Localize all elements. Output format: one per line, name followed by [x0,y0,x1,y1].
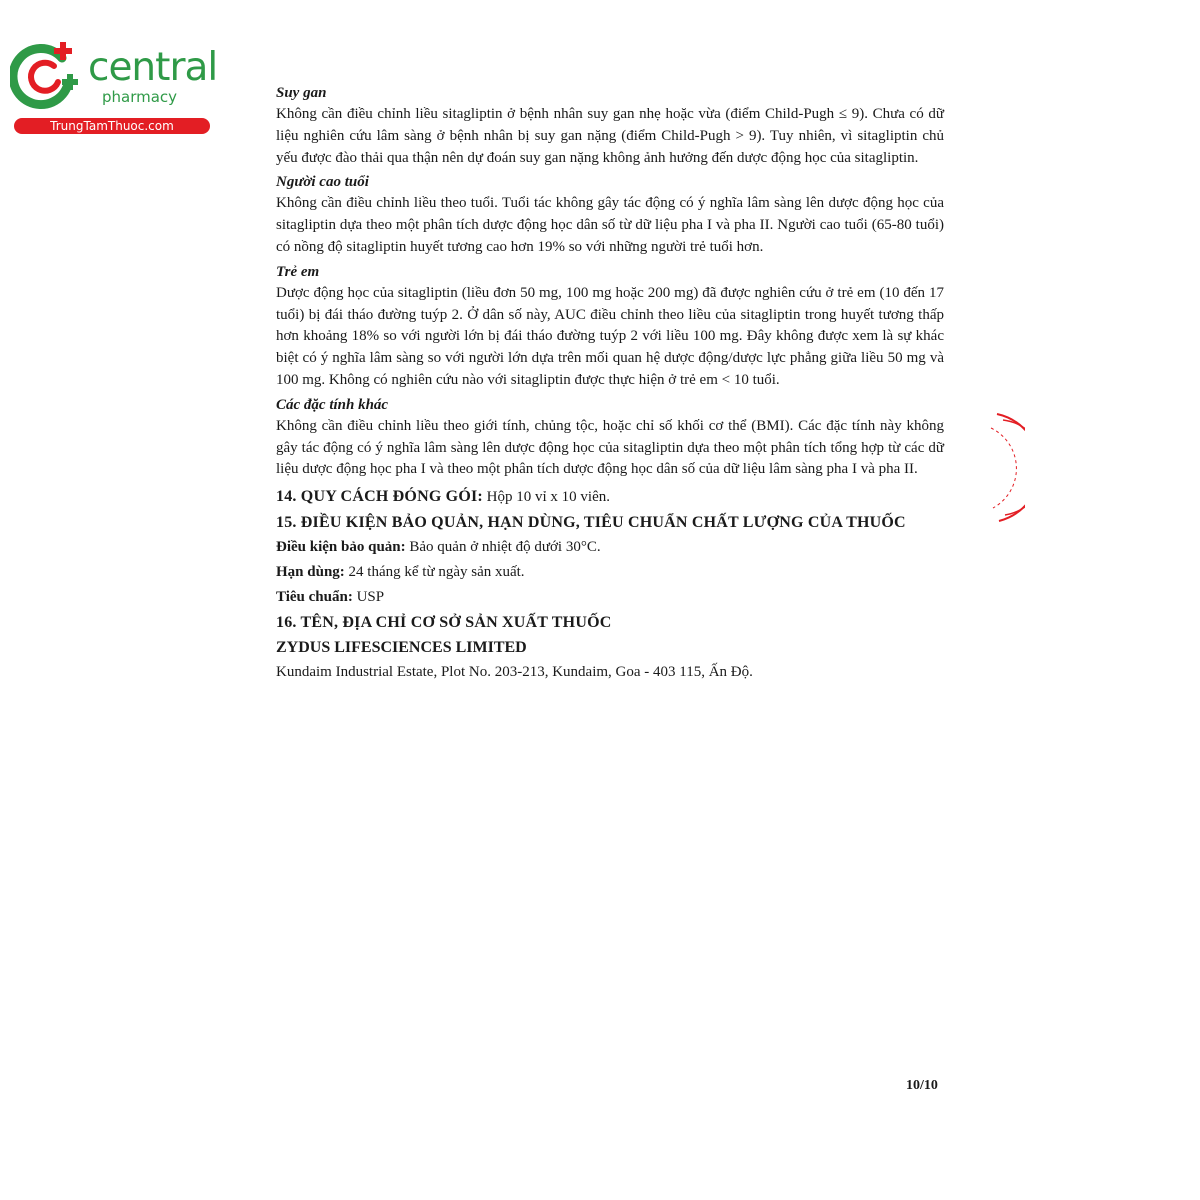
storage-conditions-value: Bảo quản ở nhiệt độ dưới 30°C. [405,539,601,556]
packaging-value: Hộp 10 vỉ x 10 viên. [482,489,610,506]
children-text: Dược động học của sitagliptin (liều đơn 50 mg, 100 mg hoặc 200 mg) đã được nghiên cứu ở trẻ em (10 đến 17 tuổi) bị đái tháo đường tuýp 2. Ở dân số này, AUC điều chỉnh theo liều của sitagliptin trong huyết tương thấp hơn khoảng 18% so với người lớn bị đái tháo đường tuýp 2 với liều 100 mg. Đây không được xem là sự khác biệt có ý nghĩa lâm sàng so với người lớn dựa trên mối quan hệ dược động/dược lực phẳng giữa liều 50 mg và 100 mg. Không có nghiên cứu nào với sitagliptin được thực hiện ở trẻ em < 10 tuổi. [276,284,944,388]
shelf-life-label: Hạn dùng: [276,564,345,581]
pharmacy-logo [10,38,218,138]
elderly-heading: Người cao tuổi [276,174,369,191]
children-heading: Trẻ em [276,263,320,280]
red-stamp-fragment [985,410,1025,525]
elderly-text: Không cần điều chỉnh liều theo tuổi. Tuổi tác không gây tác động có ý nghĩa lâm sàng lên dược động học của sitagliptin dựa theo một phân tích dược động học dân số từ dữ liệu pha I và pha II. Người cao tuổi (65-80 tuổi) có nồng độ sitagliptin huyết tương cao hơn 19% so với những người trẻ tuổi hơn. [276,195,944,255]
other-text: Không cần điều chỉnh liều theo giới tính, chủng tộc, hoặc chỉ số khối cơ thể (BMI). Các đặc tính này không gây tác động có ý nghĩa lâm sàng lên dược động học của sitagliptin dựa theo một phân tích tổng hợp từ các dữ liệu dược động học pha I và theo một phân tích dược động học dân số của dữ liệu lâm sàng pha I và pha II. [276,417,944,478]
document-body [276,83,944,685]
packaging-label: 14. QUY CÁCH ĐÓNG GÓI: [276,488,483,506]
packaging-line [276,484,944,510]
other-heading: Các đặc tính khác [276,396,389,413]
quality-standard-value: USP [352,589,385,606]
storage-conditions [276,535,944,560]
pharmacy-logo-icon [10,38,82,110]
page-number: 10/10 [906,1078,938,1093]
logo-name: central [88,45,218,90]
logo-url-badge: TrungTamThuoc.com [14,118,210,134]
storage-heading: 15. ĐIỀU KIỆN BẢO QUẢN, HẠN DÙNG, TIÊU CHUẨN CHẤT LƯỢNG CỦA THUỐC [276,514,906,532]
manufacturer-heading: 16. TÊN, ĐỊA CHỈ CƠ SỞ SẢN XUẤT THUỐC [276,614,612,632]
manufacturer-name: ZYDUS LIFESCIENCES LIMITED [276,639,527,657]
liver-text: Không cần điều chỉnh liều sitagliptin ở bệnh nhân suy gan nhẹ hoặc vừa (điểm Child-Pugh ≤ 9). Chưa có dữ liệu nghiên cứu lâm sàng ở bệnh nhân bị suy gan nặng (điểm Child-Pugh > 9). Tuy nhiên, vì sitagliptin chủ yếu được đào thải qua thận nên dự đoán suy gan nặng không ảnh hưởng đến dược động học của sitagliptin. [276,106,944,166]
quality-standard-label: Tiêu chuẩn: [276,589,353,606]
quality-standard [276,585,944,610]
logo-subtitle: pharmacy [102,88,178,106]
shelf-life-value: 24 tháng kể từ ngày sản xuất. [344,564,525,581]
manufacturer-address: Kundaim Industrial Estate, Plot No. 203-213, Kundaim, Goa - 403 115, Ấn Độ. [276,664,753,681]
shelf-life [276,560,944,585]
storage-conditions-label: Điều kiện bảo quản: [276,539,406,556]
liver-heading: Suy gan [276,85,327,101]
